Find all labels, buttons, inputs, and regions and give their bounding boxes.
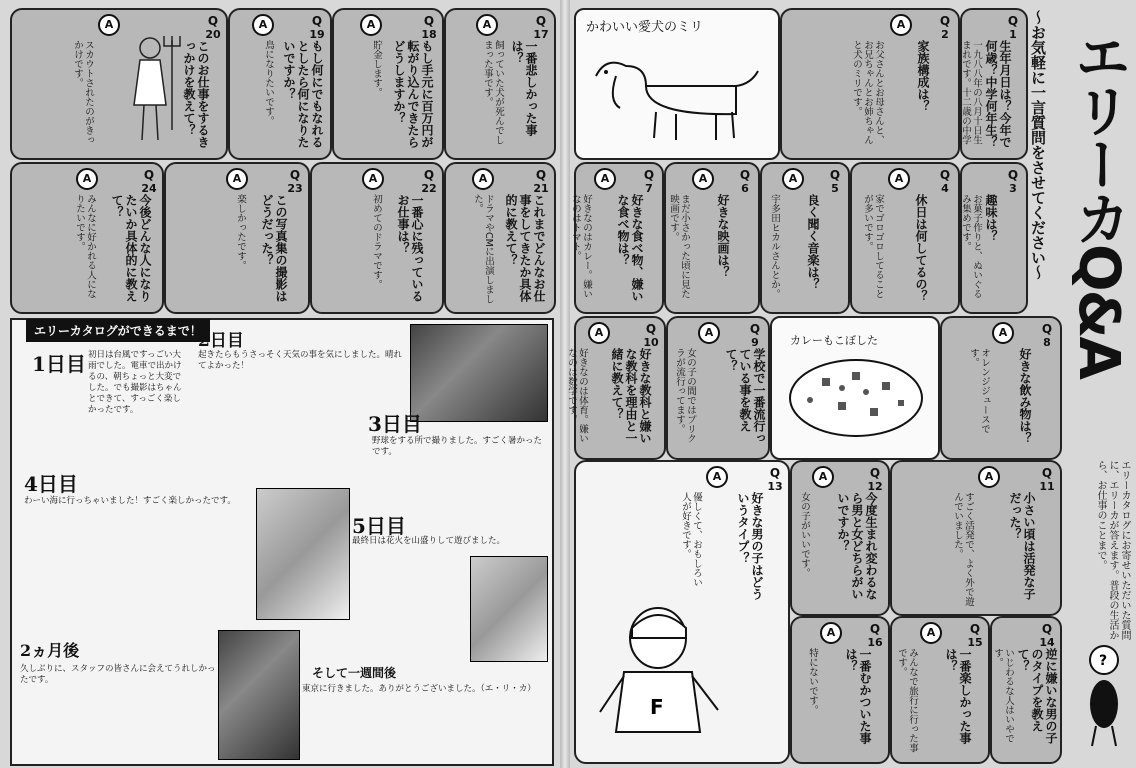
question-box-q3 — [960, 162, 1028, 314]
question-number: Q 20 — [205, 14, 221, 41]
day-label: 5日目 — [352, 514, 406, 538]
day-label: 4日目 — [24, 472, 78, 496]
photo-indoor — [218, 630, 300, 760]
answer-text: 優しくて、おもしろい人が好きです。 — [680, 492, 702, 587]
photo-float-ring — [256, 488, 350, 620]
svg-text:F: F — [650, 695, 664, 719]
question-number: Q 24 — [141, 168, 157, 195]
day-text: 久しぶりに、スタッフの皆さんに会えてうれしかったです。 — [20, 664, 216, 685]
question-box-q18 — [332, 8, 444, 160]
dog-doodle — [586, 46, 766, 146]
question-number: Q 12 — [867, 466, 883, 493]
question-text: 家族構成は？ — [916, 40, 930, 112]
question-box-q21 — [444, 162, 556, 314]
answer-badge-a: A — [98, 14, 120, 36]
answer-text: 貯金します。 — [371, 40, 382, 97]
answer-badge-a: A — [76, 168, 98, 190]
question-box-q14 — [990, 616, 1062, 764]
answer-badge-a: A — [992, 322, 1014, 344]
day-text: 東京に行きました。ありがとうございました。（エ・リ・カ） — [302, 684, 536, 694]
answer-badge-a: A — [692, 168, 714, 190]
day-label: 2日目 — [198, 331, 244, 351]
question-text: 趣味は？ — [984, 194, 998, 242]
question-text: 小さい頃は活発な子だった？ — [1008, 492, 1036, 600]
day-text: わーい海に行っちゃいました！すごく楽しかったです。 — [24, 496, 236, 506]
question-number: Q 13 — [767, 466, 783, 493]
answer-text: みんなで旅行に行った事です。 — [896, 648, 918, 753]
question-text: 今後どんな人になりたいか具体的に教えて？ — [110, 194, 152, 302]
question-number: Q 14 — [1039, 622, 1055, 649]
answer-text: 鳥になりたいです。 — [263, 40, 274, 126]
page-subtitle: 〜お気軽に一言質問をさせてください〜 — [1029, 10, 1047, 280]
girl-with-pitchfork-doodle — [120, 30, 180, 150]
question-number: Q 22 — [421, 168, 437, 195]
question-text: もし何にでもなれるとしたら何になりたいですか？ — [282, 40, 324, 148]
answer-text: 飼っていた犬が死んでしまった事です。 — [482, 40, 504, 145]
mascot-doodle — [1080, 640, 1130, 750]
answer-text: 初めてのドラマです。 — [371, 194, 382, 289]
question-text: 生年月日は？今年で何歳？中学何年生？ — [984, 40, 1012, 148]
answer-badge-a: A — [890, 14, 912, 36]
schedule-title: エリーカタログができるまで！ — [26, 319, 210, 342]
day-text: 最終日は花火を山盛りして遊びました。 — [352, 536, 506, 546]
answer-text: 好きなのは体育。嫌いなのは数学です。 — [566, 348, 588, 443]
question-number: Q 18 — [421, 14, 437, 41]
day-text: 野球をする所で撮りました。すごく暑かったです。 — [372, 436, 543, 457]
dog-sketch-box — [574, 8, 780, 160]
answer-badge-a: A — [362, 168, 384, 190]
curry-pizza-doodle — [782, 348, 928, 448]
answer-badge-a: A — [812, 466, 834, 488]
answer-badge-a: A — [782, 168, 804, 190]
answer-text: いじわるな人はいやです。 — [992, 648, 1014, 743]
question-box-q13 — [574, 460, 790, 764]
answer-text: ドラマやCMに出演しました。 — [472, 194, 494, 304]
answer-text: すごく活発で、よく外で遊んでいました。 — [952, 492, 974, 606]
day-label: 1日目 — [32, 352, 86, 376]
answer-badge-a: A — [888, 168, 910, 190]
answer-badge-a: A — [588, 322, 610, 344]
question-box-q22 — [310, 162, 444, 314]
question-box-q8 — [940, 316, 1062, 460]
question-box-q12 — [790, 460, 890, 616]
question-number: Q 16 — [867, 622, 883, 649]
question-text: 一番楽しかった事は？ — [944, 648, 972, 744]
question-text: 良く聞く音楽は？ — [806, 194, 820, 290]
question-text: もし手元に百万円が転がり込んできたらどうしますか？ — [392, 40, 434, 148]
question-number: Q 1 — [1007, 14, 1019, 41]
question-number: Q 6 — [739, 168, 751, 195]
question-number: Q 7 — [643, 168, 655, 195]
answer-badge-a: A — [820, 622, 842, 644]
question-text: 一番悲しかった事は？ — [510, 40, 538, 136]
day-label: 3日目 — [368, 412, 422, 436]
dog-sketch-caption: かわいい愛犬のミリ — [586, 20, 704, 35]
question-box-q16 — [790, 616, 890, 764]
question-number: Q 15 — [967, 622, 983, 649]
photo-portrait — [470, 556, 548, 662]
question-text: 好きな映画は？ — [716, 194, 730, 278]
answer-text: 家でゴロゴロしてることが多いです。 — [862, 194, 884, 299]
boy-doodle — [596, 602, 726, 752]
question-number: Q 8 — [1041, 322, 1053, 349]
pizza-sketch-box — [770, 316, 940, 460]
answer-badge-a: A — [706, 466, 728, 488]
answer-badge-a: A — [360, 14, 382, 36]
question-number: Q 4 — [939, 168, 951, 195]
answer-text: 特にないです。 — [807, 648, 818, 715]
answer-text: みんなに好かれる人になりたいです。 — [74, 194, 96, 299]
answer-badge-a: A — [594, 168, 616, 190]
question-text: これまでどんなお仕事をしてきたか具体的に教えて？ — [504, 194, 546, 302]
answer-badge-a: A — [978, 466, 1000, 488]
question-box-q20 — [10, 8, 228, 160]
day-label: 2ヵ月後 — [20, 641, 80, 660]
question-number: Q 21 — [533, 168, 549, 195]
question-text: 好きな男の子はどういうタイプ？ — [736, 492, 764, 600]
question-number: Q 17 — [533, 14, 549, 41]
answer-badge-a: A — [226, 168, 248, 190]
question-box-q24 — [10, 162, 164, 314]
question-number: Q 23 — [287, 168, 303, 195]
answer-text: 一九八八年の八月十日生まれです。十二歳の中学 — [960, 40, 982, 145]
question-text: 好きな飲み物は？ — [1018, 348, 1032, 444]
svg-text:?: ? — [1099, 653, 1108, 669]
answer-text: 好きなのはカレー。嫌いなのはトマト。 — [570, 194, 592, 299]
question-text: 好きな教科と嫌いな教科を理由と一緒に教えて？ — [610, 348, 652, 444]
question-box-q1 — [960, 8, 1028, 160]
answer-text: お菓子作りと、ぬいぐるみ集めです。 — [960, 194, 982, 299]
question-number: Q 5 — [829, 168, 841, 195]
question-text: 逆に嫌いな男の子のタイプを教えて？ — [1016, 648, 1058, 744]
day-label: そして一週間後 — [312, 666, 397, 680]
answer-badge-a: A — [920, 622, 942, 644]
answer-text: 宇多田ヒカルさんとか。 — [769, 194, 780, 299]
question-box-q5 — [760, 162, 850, 314]
question-box-q6 — [664, 162, 760, 314]
answer-badge-a: A — [476, 14, 498, 36]
answer-text: スカウトされたのがきっかけです。 — [72, 40, 94, 145]
question-box-q19 — [228, 8, 332, 160]
answer-text: 女の子がいいです。 — [799, 492, 810, 578]
answer-text: お父さんとお母さんと、お兄ちゃんとお姉ちゃんと犬のミリです。 — [851, 40, 884, 145]
day-text: 初日は台風ですっごい大雨でした。電車で出かけるの、朝ちょっと大変でした。でも撮影はちゃんとできて、すっごく楽しかったです。 — [88, 350, 182, 415]
question-box-q17 — [444, 8, 556, 160]
answer-text: オレンジジュースです。 — [968, 348, 990, 434]
question-box-q2 — [780, 8, 960, 160]
answer-badge-a: A — [252, 14, 274, 36]
question-number: Q 9 — [749, 322, 761, 349]
question-box-q4 — [850, 162, 960, 314]
question-number: Q 2 — [939, 14, 951, 41]
question-text: 一番むかついた事は？ — [844, 648, 872, 744]
question-text: このお仕事をするきっかけを教えて？ — [182, 40, 210, 148]
question-text: この写真集の撮影はどうだった？ — [260, 194, 288, 302]
answer-badge-a: A — [472, 168, 494, 190]
day-text: 起きたらもうさっそく天気の事を気にしました。晴れてよかった！ — [198, 350, 403, 371]
schedule-box — [10, 318, 554, 766]
question-text: 今度生まれ変わるなら男と女どちらがいいですか？ — [836, 492, 878, 600]
intro-text: エリーカタログにお寄せいただいた質問に、エリーカが答えます。普段の生活から、お仕事のことまで。 — [1095, 460, 1130, 640]
photo-river — [410, 324, 548, 422]
question-text: 学校で一番流行っている事を教えて？ — [724, 348, 766, 444]
question-box-q9 — [666, 316, 770, 460]
question-number: Q 11 — [1039, 466, 1055, 493]
question-box-q23 — [164, 162, 310, 314]
question-number: Q 3 — [1007, 168, 1019, 195]
question-text: 休日は何してるの？ — [914, 194, 928, 302]
question-box-q11 — [890, 460, 1062, 616]
question-box-q7 — [570, 162, 664, 314]
answer-text: 楽しかったです。 — [235, 194, 246, 270]
page-title: エリーカQ&A — [1066, 28, 1131, 378]
question-text: 一番心に残っているお仕事は？ — [396, 194, 424, 302]
answer-text: まだ小さかった頃に見た映画です。 — [668, 194, 690, 299]
question-box-q15 — [890, 616, 990, 764]
question-box-q10 — [566, 316, 666, 460]
question-number: Q 10 — [643, 322, 659, 349]
answer-text: 女の子の間ではプリクラが流行ってます。 — [674, 348, 696, 443]
question-number: Q 19 — [309, 14, 325, 41]
answer-badge-a: A — [698, 322, 720, 344]
question-text: 好きな食べ物、嫌いな食べ物は？ — [616, 194, 644, 302]
pizza-sketch-caption: カレーもこぼした — [790, 334, 878, 347]
